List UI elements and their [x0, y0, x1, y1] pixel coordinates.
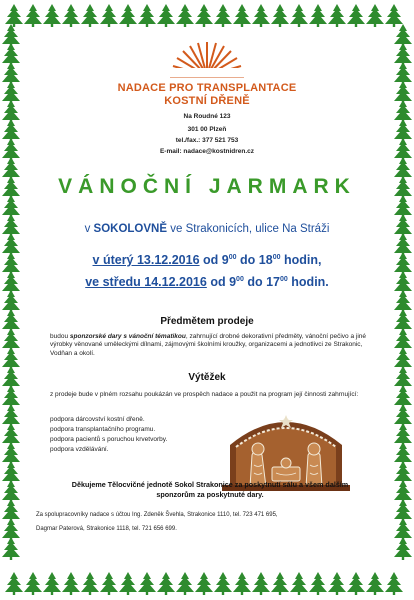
tree-icon	[81, 4, 99, 27]
list-item: podpora pacientů s poruchou krvetvorby.	[50, 436, 168, 443]
venue-rest: ve Strakonicích, ulice Na Stráži	[170, 223, 330, 235]
tree-icon	[138, 572, 156, 595]
date-line	[0, 275, 414, 289]
tree-icon	[62, 4, 80, 27]
subject-lead: budou	[50, 333, 69, 340]
tree-icon	[81, 572, 99, 595]
tree-icon	[100, 4, 118, 27]
venue-prefix: v	[84, 223, 91, 235]
org-name-line2: KOSTNÍ DŘENĚ	[164, 95, 250, 107]
page-title: VÁNOČNÍ JARMARK	[58, 175, 356, 198]
tree-icon	[252, 4, 270, 27]
address-phone: tel./fax.: 377 521 753	[175, 137, 239, 144]
tree-icon	[233, 572, 251, 595]
list-item: podpora dárcovství kostní dřeně.	[50, 416, 145, 423]
tree-icon	[214, 572, 232, 595]
tree-icon	[347, 572, 365, 595]
cooperation-line-1: Za spolupracovníky nadace s účtou Ing. Zdeněk Švehla, Strakonice 1110, tel. 723 471 695,	[36, 512, 278, 518]
tree-icon	[385, 4, 403, 27]
date-day: ve středu 14.12.2016	[85, 275, 207, 289]
date-to-hour: 18	[258, 253, 273, 267]
date-to-minute: 00	[272, 254, 281, 261]
subject-heading: Předmětem prodeje	[160, 316, 254, 327]
subject-paragraph	[50, 333, 372, 358]
tree-icon	[366, 4, 384, 27]
venue-place: SOKOLOVNĚ	[93, 223, 168, 235]
tree-icon	[214, 4, 232, 27]
date-line	[0, 253, 414, 267]
sun-logo-icon	[168, 38, 246, 78]
list-item: podpora transplantačního programu.	[50, 426, 156, 433]
tree-icon	[252, 572, 270, 595]
list-item: podpora vzdělávání.	[50, 446, 109, 453]
tree-icon	[24, 4, 42, 27]
date-from-hour: 9	[229, 275, 237, 289]
date-to-minute: 00	[280, 276, 288, 283]
tree-icon	[271, 572, 289, 595]
tree-icon	[157, 572, 175, 595]
tree-icon	[271, 4, 289, 27]
date-to-hour: 17	[266, 275, 280, 289]
tree-icon	[290, 572, 308, 595]
tree-icon	[119, 572, 137, 595]
tree-icon	[233, 4, 251, 27]
date-suffix: hodin.	[291, 275, 329, 289]
date-from-minute: 00	[236, 276, 244, 283]
tree-icon	[62, 572, 80, 595]
venue-line	[0, 223, 414, 235]
tree-icon	[195, 4, 213, 27]
address-city: 301 00 Plzeň	[187, 126, 227, 133]
tree-icon	[394, 537, 412, 560]
support-list	[50, 415, 167, 455]
proceeds-heading: Výtěžek	[188, 372, 226, 383]
tree-icon	[176, 4, 194, 27]
tree-icon	[366, 572, 384, 595]
tree-icon	[138, 4, 156, 27]
date-from-label: od	[210, 275, 226, 289]
tree-icon	[328, 4, 346, 27]
tree-icon	[176, 572, 194, 595]
tree-icon	[5, 572, 23, 595]
tree-icon	[43, 572, 61, 595]
date-suffix: hodin,	[283, 253, 322, 267]
tree-icon	[119, 4, 137, 27]
tree-icon	[347, 4, 365, 27]
gingerbread-nativity-image	[222, 405, 350, 491]
tree-icon	[157, 4, 175, 27]
date-to-label: do	[247, 275, 263, 289]
date-from-minute: 00	[228, 254, 237, 261]
tree-icon	[290, 4, 308, 27]
address-street: Na Roudné 123	[183, 113, 231, 120]
tree-icon	[24, 572, 42, 595]
date-from-hour: 9	[221, 253, 229, 267]
tree-icon	[43, 4, 61, 27]
tree-icon	[100, 572, 118, 595]
tree-icon	[309, 572, 327, 595]
proceeds-paragraph: z prodeje bude v plném rozsahu poukázán ve prospěch nadace a použit na program její činnosti zahrnující:	[50, 391, 359, 398]
address-email: E-mail: nadace@kostnidren.cz	[159, 148, 255, 155]
subject-emphasis: sponzorské dary s vánoční tématikou	[69, 333, 186, 340]
tree-icon	[2, 537, 20, 560]
subject-text: , zahrnující drobné dekorativní předměty, vánoční pečivo a jiné výrobky věnované uměleckými dílnami, zájmovými školními kroužky, organizacemi a jednotlivci ze Strakonic, Vodňan a okolí.	[50, 333, 367, 357]
thanks-text: Děkujeme Tělocvičné jednotě Sokol Strakonice za poskytnutí sálu a všem dalším sponzorům za poskytnuté dary.	[71, 480, 349, 499]
date-day: v úterý 13.12.2016	[92, 253, 200, 267]
tree-icon	[385, 572, 403, 595]
org-name-line1: NADACE PRO TRANSPLANTACE	[117, 82, 297, 94]
date-from-label: od	[203, 253, 219, 267]
tree-icon	[309, 4, 327, 27]
cooperation-line-2: Dagmar Paterová, Strakonice 1118, tel. 721 656 699.	[36, 526, 177, 532]
date-to-label: do	[240, 253, 256, 267]
tree-icon	[328, 572, 346, 595]
tree-icon	[195, 572, 213, 595]
tree-icon	[5, 4, 23, 27]
